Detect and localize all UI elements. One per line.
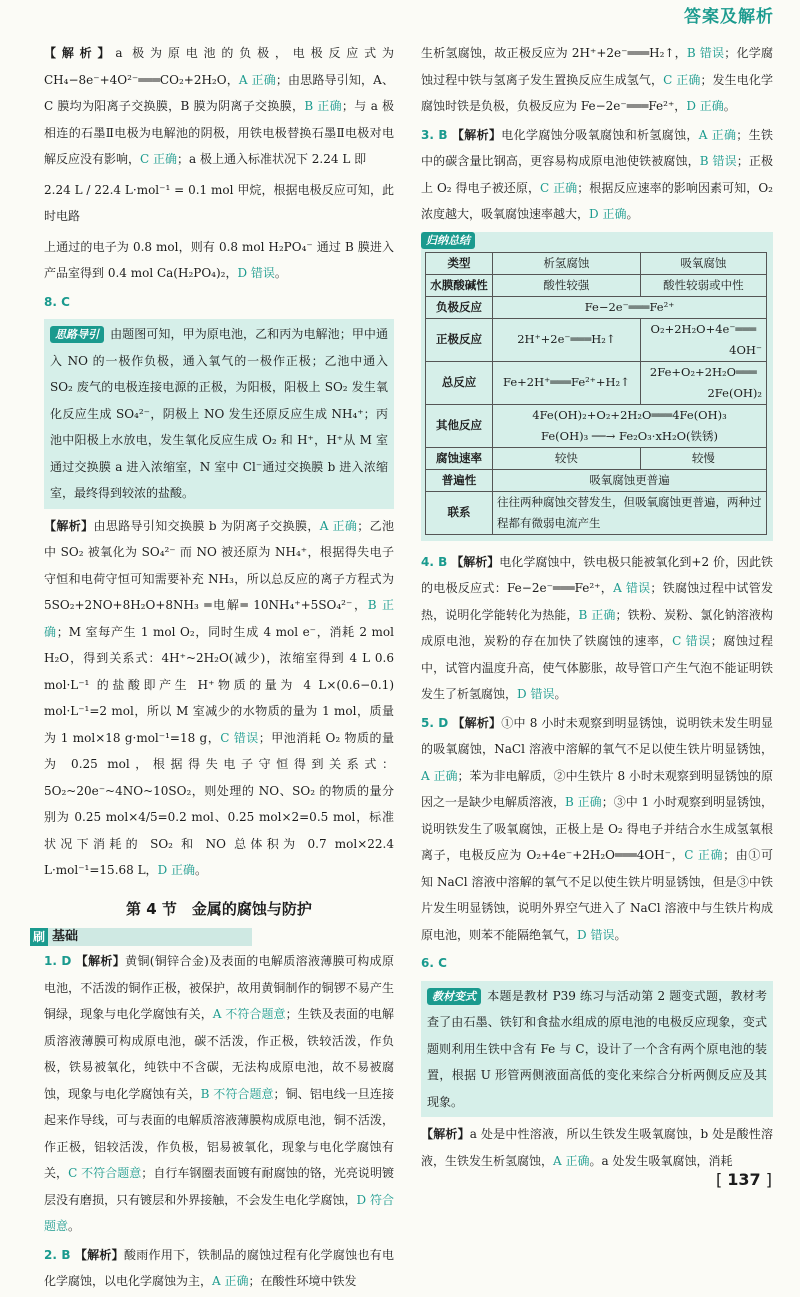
textbook-variant-label: 教材变式 (427, 988, 481, 1005)
row-header: 水膜酸碱性 (426, 274, 493, 296)
header-cell: 析氢腐蚀 (493, 252, 641, 274)
verdict: D 错误 (577, 927, 615, 942)
table-row (426, 274, 767, 296)
cell-line: 2Fe(OH)₂ (707, 385, 762, 400)
q5-number: 5. D (421, 715, 449, 730)
table-row (426, 296, 767, 318)
text: ①中 8 小时未观察到明显锈蚀，说明铁未发生明显的吸氧腐蚀，NaCl 溶液中溶解的氧气不足以使生铁片明显锈蚀， (421, 715, 773, 756)
cell-line: Fe(OH)₃ ──→ Fe₂O₃·xH₂O(铁锈) (541, 428, 718, 443)
text: ；自行车钢圈表面镀有耐腐蚀的铬，光亮说明镀层没有磨损，只有镀层和外界接触，不会发生电化学腐蚀， (44, 1166, 394, 1207)
summary-label: 归纳总结 (421, 232, 475, 249)
verdict: B 错误 (699, 154, 737, 168)
text: 电化学腐蚀分吸氧腐蚀和析氢腐蚀， (501, 127, 699, 142)
q2-number: 2. B (44, 1247, 71, 1262)
text: 。 (626, 207, 639, 221)
table-cell: Fe−2e⁻═══Fe²⁺ (493, 296, 767, 318)
analysis-tag: 【解析】 (44, 46, 116, 60)
analysis-tag: 【解析】 (75, 954, 126, 968)
text: ；苯为非电解质，②中生铁片 8 小时未观察到明显锈蚀的原因之一是缺少电解质溶液， (421, 768, 773, 809)
calculation: 2.24 L / 22.4 L·mol⁻¹ = 0.1 mol 甲烷，根据电极反应可知，此时电路 (44, 182, 394, 223)
table-cell: 较慢 (640, 447, 766, 469)
guide-text: 由题图可知，甲为原电池，乙和丙为电解池；甲中通入 NO 的一极作负极，通入氧气的一极作正极；乙池中通入 SO₂ 废气的电极连接电源的正极，为阳极，阳极上 SO₂ 发生氧化反应生成 SO₄²⁻，阴极上 NO 发生还原反应生成 NH₄⁺；丙池中阳极上水放电，发生氧化反应生成 O₂ 和 H⁺，H⁺从 M 室通过交换膜 a 进入浓缩室，N 室中 Cl⁻通过交换膜 b 进入浓缩室，最终得到较浓的盐酸。 (50, 327, 388, 500)
text: ；与 a 极相连的石墨Ⅱ电极为电解池的阴极，用铁电极替换石墨Ⅱ电极对电解反应没有影响， (44, 99, 394, 166)
section-basics (30, 928, 394, 946)
verdict: C 正确 (663, 72, 701, 87)
text: 。 (195, 863, 208, 877)
verdict: A 正确 (319, 518, 358, 533)
page-header: 答案及解析 (684, 7, 774, 27)
table-cell: 2H⁺+2e⁻═══H₂↑ (493, 318, 641, 361)
table-cell: 较快 (493, 447, 641, 469)
verdict: C 正确 (140, 152, 178, 166)
header-cell: 类型 (426, 252, 493, 274)
explanation-q7-cont (44, 234, 394, 287)
text: 酸雨作用下，铁制品的腐蚀过程有化学腐蚀也有电化学腐蚀，以电化学腐蚀为主， (44, 1247, 394, 1288)
text: ；由思路导引知，A、C 膜均为阳离子交换膜，B 膜为阴离子交换膜， (44, 72, 395, 113)
q4-number: 4. B (421, 554, 448, 569)
verdict: B 正确 (304, 99, 342, 113)
brush-icon: 刷 (30, 928, 48, 946)
text: 由思路导引知交换膜 b 为阴离子交换膜， (93, 518, 320, 533)
text: ；甲池消耗 O₂ 物质的量为 0.25 mol，根据得失电子守恒得到关系式：5O₂~20e⁻~4NO~10SO₂，则处理的 NO、SO₂ 的物质的量分别为 0.25 mol×4/5=0.2 mol、0.25 mol×2=0.5 mol，标准状况下消耗的 SO₂ 和 NO 总体积为 0.7 mol×22.4 L·mol⁻¹=15.68 L， (44, 730, 395, 877)
verdict: D 符合题意 (44, 1192, 394, 1233)
text: 。 (68, 1219, 81, 1233)
table-cell (493, 404, 767, 447)
left-column (33, 40, 395, 1297)
textbook-variant-box (421, 981, 773, 1118)
text: ；生铁及表面的电解质溶液薄膜可构成原电池，碳不活泼，作正极，铁较活泼，作负极，铁易被氧化，纯铁中不含碳，无法构成原电池，故不易被腐蚀，现象与电化学腐蚀有关， (44, 1007, 394, 1101)
verdict: A 正确 (421, 768, 458, 783)
q8-number: 8. C (44, 294, 70, 309)
table-cell: 酸性较弱或中性 (640, 274, 766, 296)
table-row (426, 318, 767, 361)
corrosion-comparison-table (425, 252, 767, 535)
verdict: C 错误 (672, 634, 711, 648)
summary-table-box (421, 232, 773, 541)
verdict: C 错误 (220, 730, 259, 745)
q3-number: 3. B (421, 127, 448, 142)
table-cell (640, 318, 766, 361)
verdict: D 正确 (157, 863, 195, 877)
analysis-tag: 【解析】 (44, 518, 94, 533)
text: a 极为原电池的负极，电极反应式为 CH₄−8e⁻+4O²⁻═══CO₂+2H₂O， (44, 46, 394, 87)
verdict: B 不符合题意 (200, 1086, 274, 1101)
explanation-q2-cont (421, 40, 773, 120)
verdict: C 不符合题意 (68, 1166, 142, 1180)
verdict: D 错误 (517, 687, 555, 701)
question-number (421, 950, 773, 977)
text: ；化学腐蚀过程中铁与氢离子发生置换反应生成氢气， (421, 46, 773, 87)
table-row (426, 361, 767, 404)
table-row (426, 404, 767, 447)
text: ；在酸性环境中铁发 (248, 1274, 357, 1288)
header-cell: 吸氧腐蚀 (640, 252, 766, 274)
table-cell: 吸氧腐蚀更普遍 (493, 469, 767, 491)
explanation-q7 (44, 40, 394, 173)
row-header: 其他反应 (426, 404, 493, 447)
row-header: 普遍性 (426, 469, 493, 491)
explanation-q4 (421, 549, 773, 708)
text: ；铁粉、炭粉、氯化钠溶液构成原电池，炭粉的存在加快了铁腐蚀的速率， (421, 607, 773, 648)
q1-number: 1. D (44, 954, 72, 968)
cell-line: 2Fe+O₂+2H₂O═══ (649, 364, 757, 379)
variant-text: 本题是教材 P39 练习与活动第 2 题变式题，教材考查了由石墨、铁钉和食盐水组成的原电池的电极反应现象，变式题则利用生铁中含有 Fe 与 C，设计了一个含有两个原电池的装置，根据 U 形管两侧液面高低的变化来综合分析两侧反应及其现象。 (427, 988, 767, 1109)
verdict: C 正确 (684, 848, 724, 862)
verdict: D 正确 (589, 207, 627, 221)
cell-line: O₂+2H₂O+4e⁻═══ (650, 321, 757, 336)
text: ；M 室每产生 1 mol O₂，同时生成 4 mol e⁻，消耗 2 mol H₂O，得到关系式：4H⁺~2H₂O(减少)，浓缩室得到 4 L 0.6 mol·L⁻¹ 的盐酸即产生 H⁺物质的量为 4 L×(0.6−0.1) mol·L⁻¹=2 mol，所以 M 室减少的水物质的量为 1 mol，质量为 1 mol×18 g·mol⁻¹=18 g， (44, 624, 394, 745)
table-row (426, 252, 767, 274)
row-header: 联系 (426, 491, 493, 534)
verdict: D 正确 (686, 99, 724, 113)
text: 上通过的电子为 0.8 mol，则有 0.8 mol H₂PO₄⁻ 通过 B 膜进入产品室得到 0.4 mol Ca(H₂PO₄)₂， (44, 239, 394, 280)
verdict: B 正确 (578, 607, 616, 622)
explanation-q2 (44, 1242, 394, 1295)
text: a 处是中性溶液，所以生铁发生吸氧腐蚀，b 处是酸性溶液，生铁发生析氢腐蚀， (421, 1127, 773, 1168)
analysis-tag: 【解析】 (451, 554, 500, 569)
table-cell (640, 361, 766, 404)
right-column (421, 40, 773, 1176)
verdict: A 正确 (212, 1274, 249, 1288)
text: 生析氢腐蚀，故正极反应为 2H⁺+2e⁻═══H₂↑， (421, 46, 687, 60)
page-number-value: 137 (727, 1170, 761, 1189)
text: ；正极上 O₂ 得电子被还原， (421, 154, 773, 195)
text: ；铜、铝电线一旦连接起来作导线，可与表面的电解质溶液薄膜构成原电池，铜不活泼，作正极，铝较活泼，作负极，铝易被氧化，现象与电化学腐蚀有关， (44, 1086, 394, 1180)
text: ；发生电化学腐蚀时铁是负极，负极反应为 Fe−2e⁻═══Fe²⁺， (421, 72, 773, 113)
row-header: 正极反应 (426, 318, 493, 361)
text: 。 (554, 687, 567, 701)
text: ；根据反应速率的影响因素可知，O₂ 浓度越大，吸氧腐蚀速率越大， (421, 180, 773, 221)
explanation-q5 (421, 710, 773, 949)
text: ；③中 1 小时观察到明显锈蚀，说明铁发生了吸氧腐蚀，正极上是 O₂ 得电子并结合水生成氢氧根离子，电极反应为 O₂+4e⁻+2H₂O═══4OH⁻， (421, 795, 774, 862)
table-row (426, 469, 767, 491)
explanation-q8 (44, 513, 394, 884)
cell-line: 4Fe(OH)₂+O₂+2H₂O═══4Fe(OH)₃ (532, 407, 727, 422)
verdict: A 错误 (613, 581, 651, 595)
question-number (44, 289, 394, 316)
analysis-tag: 【解析】 (74, 1247, 124, 1262)
text: 黄铜(铜锌合金)及表面的电解质溶液薄膜可构成原电池，不活泼的铜作正极，被保护，故用黄铜制作的铜锣不易产生铜绿，现象与电化学腐蚀有关， (44, 954, 394, 1021)
section-label: 基础 (48, 928, 252, 946)
text: ；生铁中的碳含量比钢高，更容易构成原电池使铁被腐蚀， (421, 127, 773, 168)
analysis-tag: 【解析】 (452, 715, 502, 730)
text: ；铁腐蚀过程中试管发热，说明化学能转化为热能， (421, 581, 773, 622)
thinking-guide-label: 思路导引 (50, 326, 104, 343)
verdict: D 错误 (237, 266, 275, 280)
text: ；腐蚀过程中，试管内温度升高，使气体膨胀，故导管口产生气泡不能证明铁发生了析氢腐蚀， (421, 634, 773, 701)
text: ；由①可知 NaCl 溶液中溶解的氧气不足以使生铁片明显锈蚀，但是③中铁片发生明显锈蚀，说明外界空气进入了 NaCl 溶液中与生铁片构成原电池，则苯不能隔绝氧气， (421, 848, 773, 942)
page-number: [ 137 ] (715, 1170, 772, 1189)
verdict: A 不符合题意 (212, 1007, 286, 1021)
explanation-q6 (421, 1121, 773, 1174)
table-cell: Fe+2H⁺═══Fe²⁺+H₂↑ (493, 361, 641, 404)
text: 。a 处发生吸氧腐蚀，消耗 (589, 1153, 733, 1168)
verdict: B 正确 (565, 795, 602, 809)
table-row (426, 447, 767, 469)
row-header: 总反应 (426, 361, 493, 404)
verdict: A 正确 (553, 1153, 590, 1168)
explanation-q1 (44, 948, 394, 1240)
table-row (426, 491, 767, 534)
explanation-q3 (421, 122, 773, 228)
verdict: B 正确 (44, 598, 394, 639)
verdict: C 正确 (540, 180, 578, 195)
q6-number: 6. C (421, 956, 447, 970)
table-cell: 酸性较强 (493, 274, 641, 296)
text: 电化学腐蚀中，铁电极只能被氧化到+2 价，因此铁的电极反应式：Fe−2e⁻═══Fe²⁺， (421, 554, 773, 595)
section-title: 第 4 节 金属的腐蚀与防护 (126, 899, 312, 918)
text: 。 (274, 266, 287, 280)
table-cell: 往往两种腐蚀交替发生，但吸氧腐蚀更普遍，两种过程都有微弱电流产生 (493, 491, 767, 534)
row-header: 腐蚀速率 (426, 447, 493, 469)
text: ；a 极上通入标准状况下 2.24 L 即 (177, 152, 367, 166)
verdict: A 正确 (698, 127, 737, 142)
verdict: A 正确 (238, 72, 276, 87)
analysis-tag: 【解析】 (451, 127, 502, 142)
text: 。 (723, 99, 736, 113)
analysis-tag: 【解析】 (421, 1127, 470, 1141)
row-header: 负极反应 (426, 296, 493, 318)
cell-line: 4OH⁻ (729, 342, 762, 357)
text: ；乙池中 SO₂ 被氧化为 SO₄²⁻ 而 NO 被还原为 NH₄⁺，根据得失电子守恒和电荷守恒可知需要补充 NH₃，所以总反应的离子方程式为 5SO₂+2NO+8H₂O+8NH₃ ═电解═ 10NH₄⁺+5SO₄²⁻， (44, 518, 394, 612)
text: 。 (614, 927, 627, 942)
verdict: B 错误 (686, 46, 725, 60)
thinking-guide-box (44, 319, 394, 509)
